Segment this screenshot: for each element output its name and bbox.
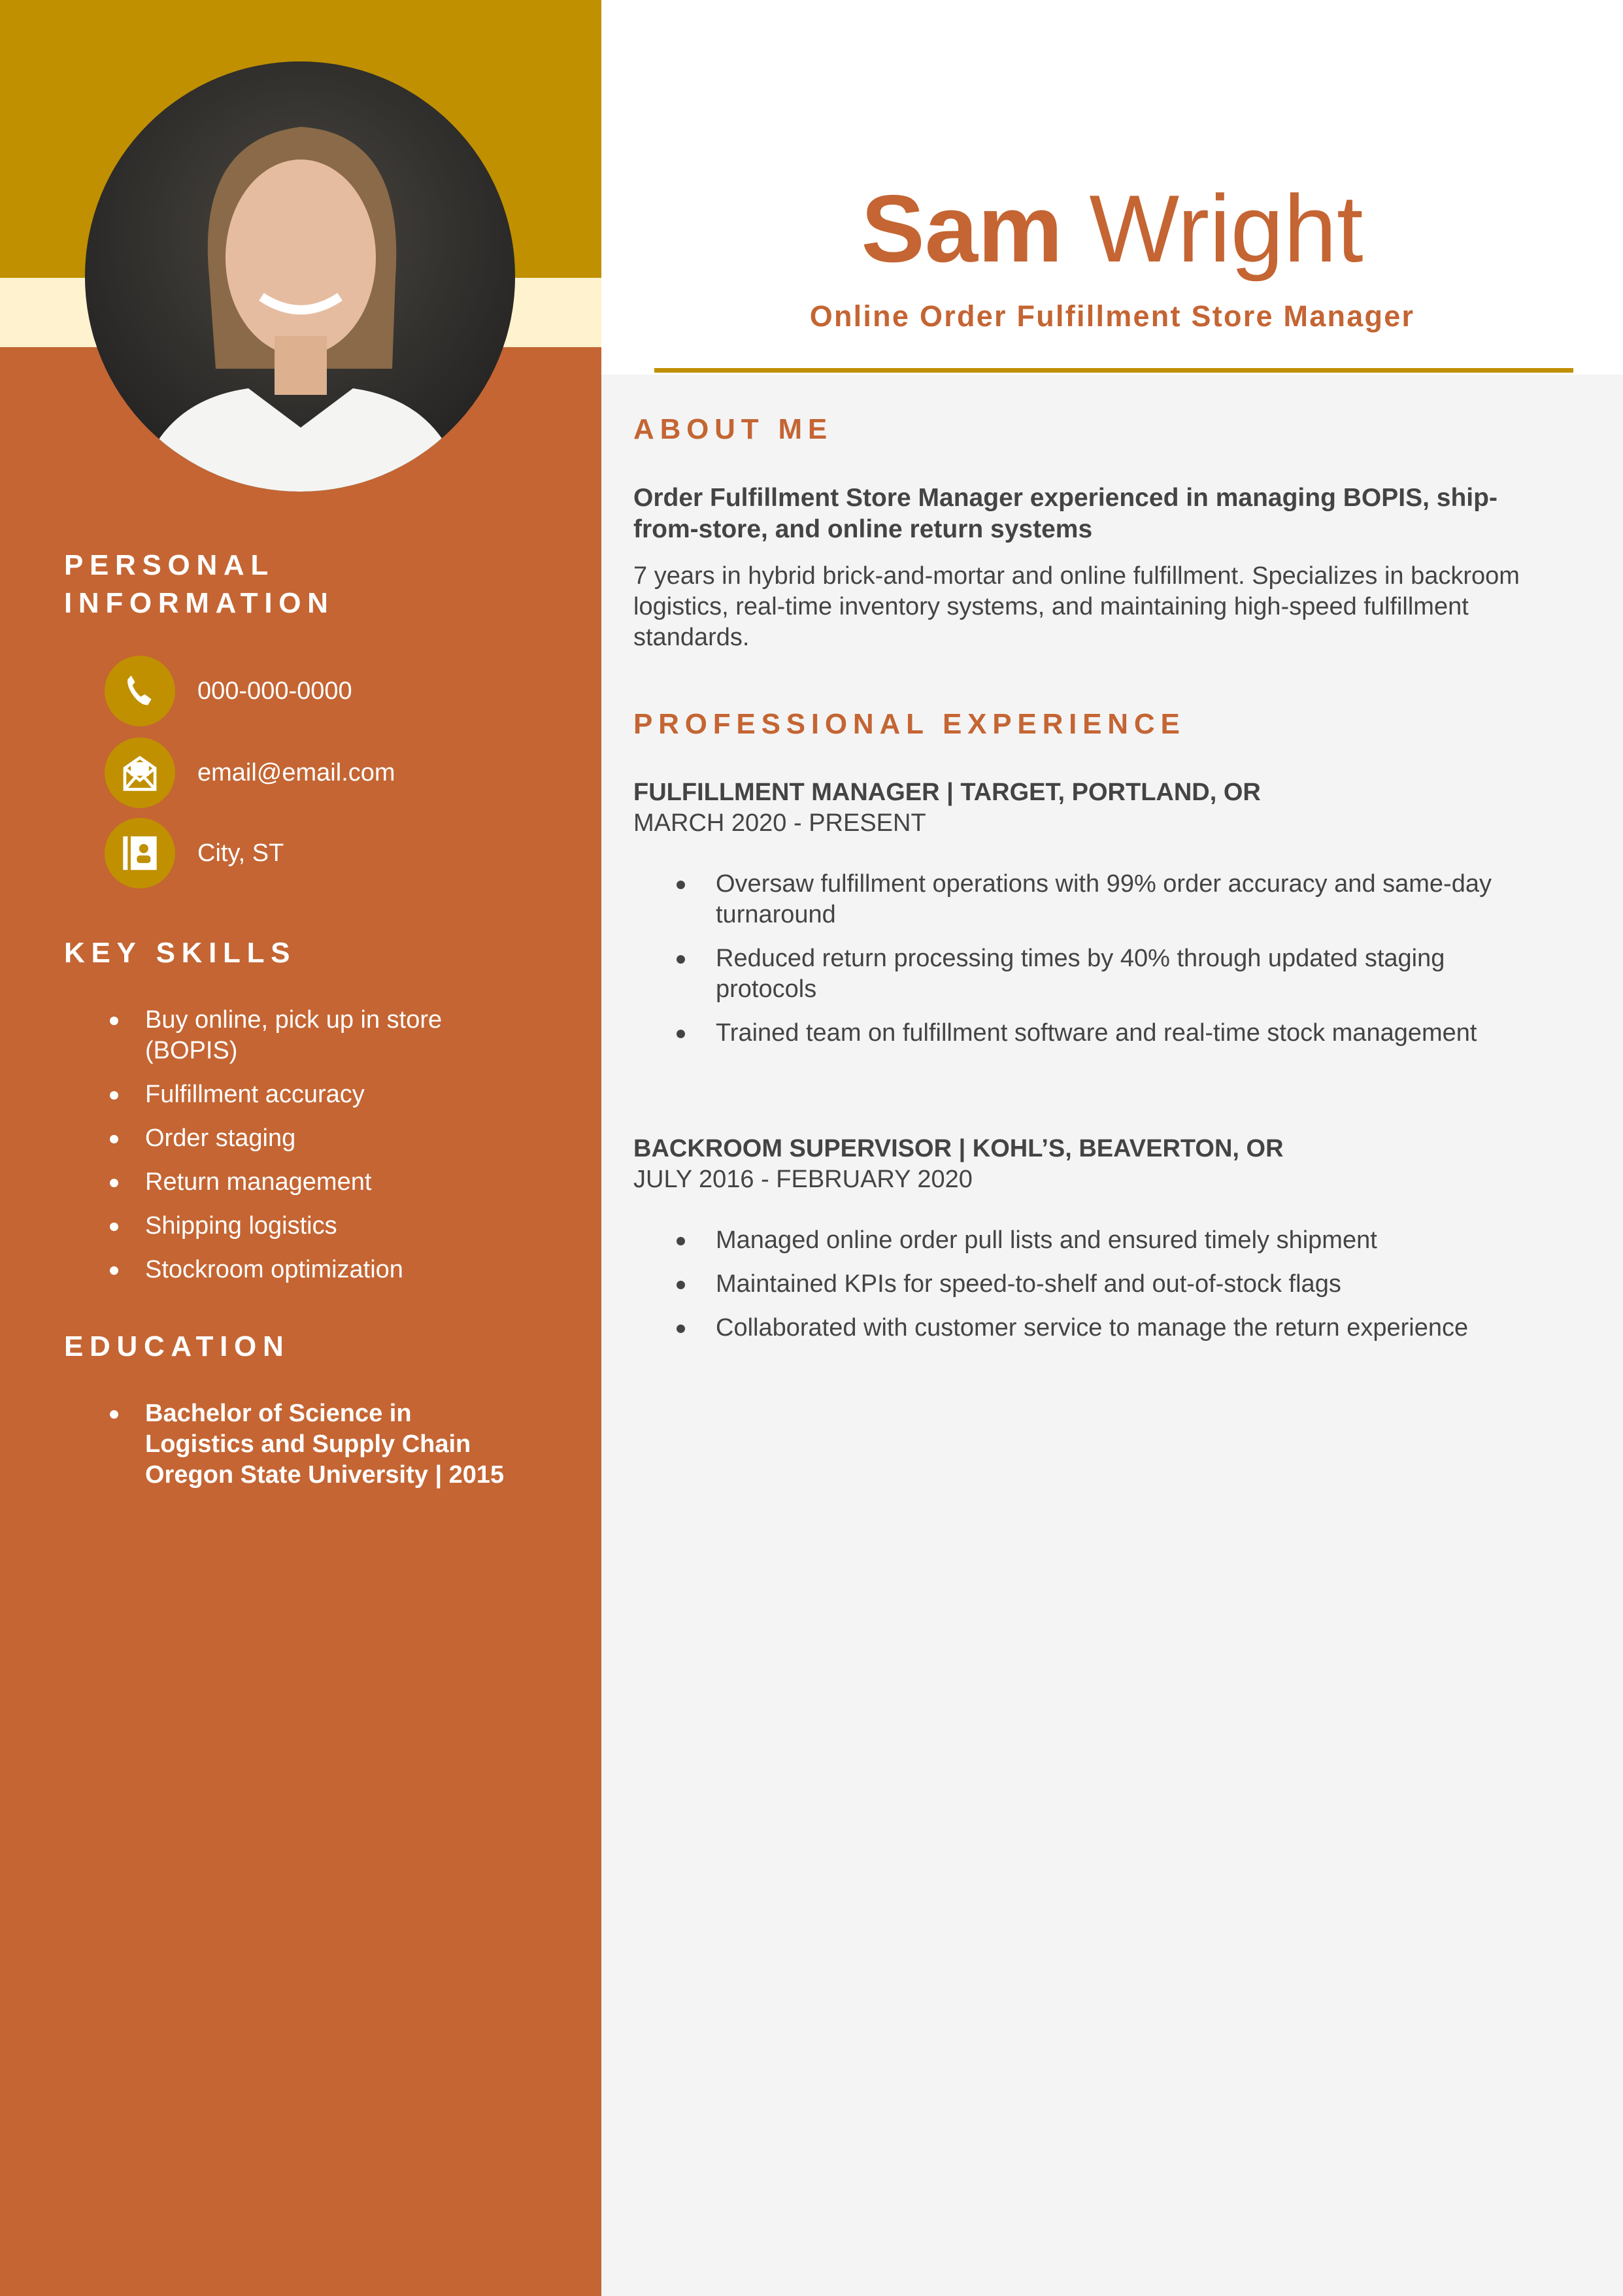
job-title: FULFILLMENT MANAGER | TARGET, PORTLAND, OR xyxy=(633,779,1261,806)
first-name: Sam xyxy=(861,175,1063,282)
about-summary: Order Fulfillment Store Manager experienced in managing BOPIS, ship-from-store, and online return systems xyxy=(633,484,1498,543)
phone-icon xyxy=(105,656,175,726)
about-heading: ABOUT ME xyxy=(633,413,833,445)
contact-email xyxy=(105,737,395,808)
job-dates: MARCH 2020 - PRESENT xyxy=(633,809,926,837)
job-bullet: Reduced return processing times by 40% through updated staging protocols xyxy=(633,943,1509,1005)
skill-item: Shipping logistics xyxy=(110,1211,528,1241)
experience-heading: PROFESSIONAL EXPERIENCE xyxy=(633,708,1186,740)
job-bullet: Maintained KPIs for speed-to-shelf and out-of-stock flags xyxy=(633,1269,1509,1300)
skills-list xyxy=(110,1005,528,1298)
skill-item: Stockroom optimization xyxy=(110,1255,528,1285)
job-bullets xyxy=(633,869,1509,1049)
job-title: BACKROOM SUPERVISOR | KOHL’S, BEAVERTON, OR xyxy=(633,1135,1284,1162)
email-icon xyxy=(105,737,175,808)
about-body: 7 years in hybrid brick-and-mortar and online fulfillment. Specializes in backroom logistics, real-time inventory systems, and maintaining high-speed fulfillment standards. xyxy=(633,562,1520,651)
job-entry xyxy=(633,777,1562,1062)
job-bullets xyxy=(633,1225,1509,1343)
degree: Bachelor of Science in xyxy=(145,1400,412,1427)
heading-line: INFORMATION xyxy=(64,587,335,619)
phone-text: 000-000-0000 xyxy=(197,677,352,705)
contact-location xyxy=(105,818,284,888)
key-skills-heading: KEY SKILLS xyxy=(64,937,297,969)
degree: Logistics and Supply Chain xyxy=(145,1430,471,1458)
job-bullet: Trained team on fulfillment software and real-time stock management xyxy=(633,1018,1509,1049)
location-text: City, ST xyxy=(197,839,284,867)
email-text: email@email.com xyxy=(197,758,395,786)
job-bullet: Managed online order pull lists and ensured timely shipment xyxy=(633,1225,1509,1256)
skill-item: Fulfillment accuracy xyxy=(110,1079,528,1110)
contact-card-icon xyxy=(105,818,175,888)
education-list xyxy=(110,1398,580,1504)
skill-item: Buy online, pick up in store (BOPIS) xyxy=(110,1005,528,1066)
heading-line: PERSONAL xyxy=(64,549,275,581)
skill-item: Order staging xyxy=(110,1123,528,1154)
job-entry xyxy=(633,1134,1562,1357)
profile-photo xyxy=(85,61,515,492)
job-title: Online Order Fulfillment Store Manager xyxy=(809,299,1415,333)
school: Oregon State University | 2015 xyxy=(145,1461,505,1489)
job-bullet: Collaborated with customer service to manage the return experience xyxy=(633,1313,1509,1343)
job-bullet: Oversaw fulfillment operations with 99% order accuracy and same-day turnaround xyxy=(633,869,1509,930)
education-item xyxy=(110,1398,580,1491)
header-divider xyxy=(654,368,1573,373)
skill-item: Return management xyxy=(110,1167,528,1198)
job-dates: JULY 2016 - FEBRUARY 2020 xyxy=(633,1166,973,1193)
last-name: Wright xyxy=(1089,175,1364,282)
contact-phone xyxy=(105,656,352,726)
candidate-name xyxy=(601,177,1623,281)
education-heading: EDUCATION xyxy=(64,1330,290,1362)
personal-info-heading xyxy=(64,547,335,622)
